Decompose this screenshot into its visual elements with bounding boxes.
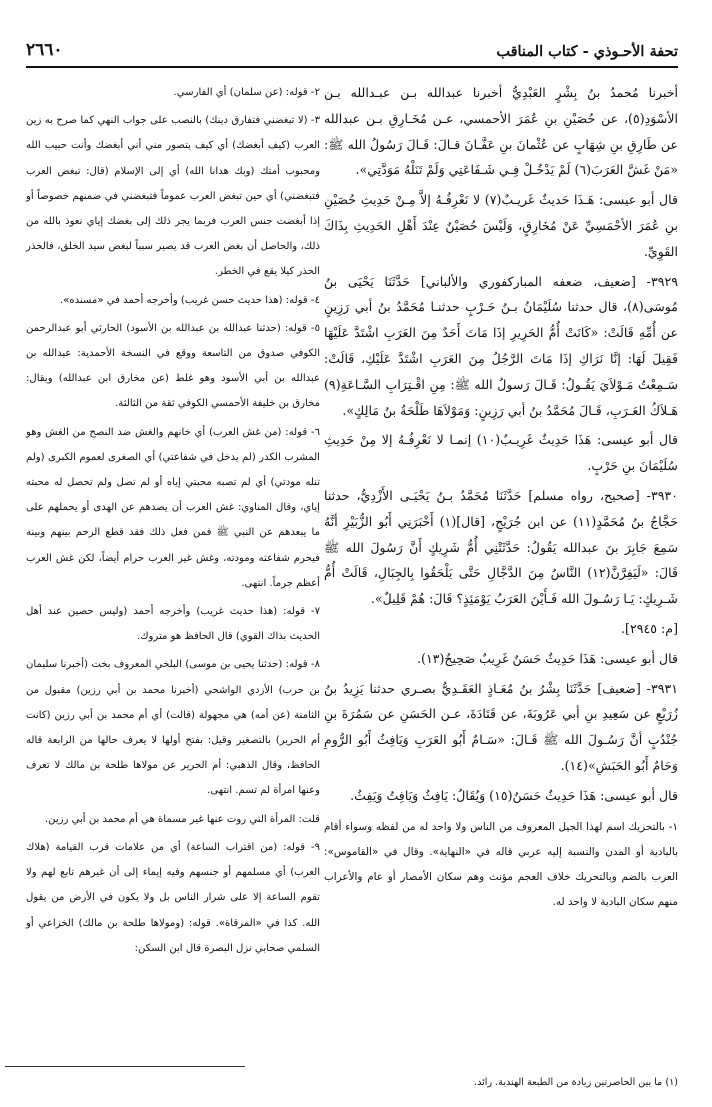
hadith-paragraph: قال أبو عيسى: هَذَا حَدِيثٌ غَرِيـبٌ(١٠) إنمـا لا نَعْرِفُـهُ إلا مِنْ حَدِيثِ سُلَيْمَانَ بنِ حَرْبٍ. <box>324 432 678 474</box>
page-header <box>26 40 678 68</box>
hadith-reference: [م: ٢٩٤٥]. <box>621 620 678 636</box>
column-note: ١- بالتحريك اسم لهذا الجيل المعروف من الناس ولا واحد له من لفظه وسواء أقام بالبادية أو المدن والنسبة إليه عربي قاله في «النهاية». وقال في «القاموس»: العرب بالضم وبالتحريك خلاف العجم مؤنث وهم سكان الأمصار أو عام والأعراب منهم سكان البادية لا واحد له. <box>324 820 678 908</box>
hadith-paragraph: ٣٩٢٩- [ضعيف، ضعفه المباركفوري والألباني] حَدَّثَنَا يَحْيَى بنُ مُوسَى(٨)، قال حدثنا سُلَيْمَانُ بـنُ حَـرْبٍ حدثنـا مُحَمَّدُ بنُ أبي رَزِينٍ عن أُمِّهِ قَالَتْ: «كَانَتْ أُمُّ الحَرِيرِ إذَا مَاتَ أَحَدٌ مِنَ العَرَبِ اشْتَدَّ عَلَيْهَا فَقِيلَ لَهَا: إنَّا نَرَاكِ إذَا مَاتَ الرَّجُلُ مِنَ العَرَبِ اشْتَدَّ عَلَيْكِ، قَالَتْ: سَـمِعْتُ مَـوْلاَيَ يَقُـولُ: قَـالَ رَسولُ الله ﷺ: مِنِ اقْـتِرَابِ السَّـاعَةِ(٩) هَـلاَكُ العَـرَبِ، قَـالَ مُحَمَّدُ بنُ أبي رَزِينٍ: وَمَوْلاَهَا طَلْحَةُ بنُ مَالِكٍ». <box>324 273 678 418</box>
commentary-paragraph: ٨- قوله: (حدثنا يحيى بن موسى) البلخي المعروف بخت (أخبرنا سليمان بن حرب) الأزدي الواشحي (أخبرنا محمد بن أبي رزين) مقبول من الثامنة (عن أمه) هي مجهولة (قالت) أي أم محمد بن أبي رزين (كانت أم الحرير) بالتصغير وقيل: بفتح أولها لا يعرف حالها من الرابعة قاله الحافظ، وقال الذهبي: أم الحرير عن مولاها طلحة بن مالك لا تعرف وعنها امرأة لم تسم. انتهى. <box>26 659 320 797</box>
commentary-paragraph: ٣- (لا تبغضني فتفارق دينك) بالنصب على جواب النهي كما صرح به زين العرب (كيف أبغضك) أي كيف يتصور مني أني أبغضك وأنت حبيب الله ومحبوب أمتك (وبك هدانا الله) أي إلى الإسلام (قال: تبغض العرب فتبغضني) أي حين تبغض العرب عموماً فتبغضني في ضمنهم خصوصاً أو إذا أبغضت جنس العرب فربما يجر ذلك إلى بغضك إياي نعوذ بالله من ذلك، والحاصل أن بغض العرب قد يصير سبباً لبغض سيد الخلق، فالحذر الحذر كيلا يقع في الخطر. <box>26 115 320 278</box>
two-column-body <box>26 80 678 964</box>
commentary-paragraph: ٩- قوله: (من اقتراب الساعة) أي من علامات قرب القيامة (هلاك العرب) أي مسلمهم أو جنسهم وفيه إيماء إلى أن غيرهم تابع لهم ولا تقوم الساعة إلا على شرار الناس بل ولا يكون في الأرض من يقول الله. كذا في «المرقاة». قوله: (ومولاها طلحة بن مالك) الخزاعي أو السلمي صحابي نزل البصرة قال ابن السكن: <box>26 841 320 954</box>
hadith-paragraph: ٣٩٣٠- [صحيح، رواه مسلم] حَدَّثَنَا مُحَمَّدُ بـنُ يَحْيَـى الأَزْدِيُّ، حدثنا حَجَّاجُ بنُ مُحَمَّدٍ(١١) عن ابن جُرَيْجٍ، [قال](١) أَخْبَرَنِي أَبُو الزُّبَيْرِ أنَّهُ سَمِعَ جَابِرَ بنَ عبدالله يَقُولُ: حَدَّثَتْنِي أُمُّ شَرِيكٍ أَنَّ رَسُولَ الله ﷺ قَالَ: «لَيَفِرَّنَّ(١٢) النَّاسُ مِنَ الدَّجَّالِ حَتَّى يَلْحَقُوا بِالجِبَالِ، قَالَتْ أُمُّ شَـرِيكٍ: يَـا رَسُـولَ الله فَـأَيْنَ العَرَبُ يَوْمَئِذٍ؟ قَالَ: هُمْ قَلِيلٌ». <box>324 487 679 607</box>
hadith-paragraph: قال أبو عيسى: هَذَا حَدِيثٌ حَسَنٌ(١٥) وَيُقَالُ: يَافِثُ وَيَافِتُ وَيَفِثُ. <box>350 787 678 803</box>
commentary-paragraph: ٤- قوله: (هذا حديث حسن غريب) وأخرجه أحمد في «مسنده». <box>59 294 320 306</box>
hadith-text-column <box>324 80 678 964</box>
commentary-paragraph: ٢- قوله: (عن سلمان) أي الفارسي. <box>173 87 320 98</box>
running-title: تحفة الأحـوذي - كتاب المناقب <box>496 43 678 60</box>
page-number: ٢٦٦٠ <box>26 40 63 60</box>
footnote-divider <box>5 1066 245 1067</box>
commentary-paragraph: ٥- قوله: (حدثنا عبدالله بن عبدالله بن الأسود) الحارثي أبو عبدالرحمن الكوفي صدوق من التاسعة ووقع في النسخة الأحمدية: عبدالله بن عبدالله بن أبي الأسود وهو غلط (عن مخارق ابن عبدالله) ويقال: مخارق بن خليفة الأحمسي الكوفي ثقة من الثالثة. <box>26 322 320 410</box>
commentary-paragraph: قلت: المرأة التي روت عنها غير مسماة هي أم محمد بن أبي رزين. <box>44 813 320 825</box>
footnote: (١) ما بين الحاصرتين زيادة من الطبعة الهندية. رائد. <box>474 1077 678 1088</box>
commentary-paragraph: ٦- قوله: (من غش العرب) أي خانهم والغش ضد النصح من الغش وهو المشرب الكدر (لم يدخل في شفاعتي) أي الصغرى لعموم الكبرى (ولم تنله مودتي) أي لم تصبه محبتي إياه أو لم تصل ولم تحصل له محبته إياي، وقال المناوي: غش العرب أن يصدهم عن الهدى أو يحملهم على ما يبعدهم عن النبي ﷺ فمن فعل ذلك فقد قطع الرحم بينهم وبينه فيحرم شفاعته ومودته، وغش غير العرب حرام أيضاً، لكن غش العرب أعظم جرماً. انتهى. <box>26 426 320 589</box>
hadith-paragraph: قال أبو عيسى: هَـذَا حَديثٌ غَريـبٌ(٧) لا نَعْرِفُـهُ إلاَّ مِـنْ حَدِيثِ حُصَيْنِ بنِ عُمَرَ الأحْمَسِيِّ عَنْ مُخَارِقٍ، وَلَيْسَ حُصَيْنٌ عِنْدَ أَهْلِ الحَدِيثِ بِذَاكَ القَوِيِّ. <box>324 192 679 259</box>
commentary-paragraph: ٧- قوله: (هذا حديث غريب) وأخرجه أحمد (وليس حصين عند أهل الحديث بذاك القوي) قال الحافظ هو متروك. <box>26 606 320 643</box>
commentary-column <box>26 80 320 964</box>
hadith-paragraph: قال أبو عيسى: هَذَا حَدِيثٌ حَسَنٌ غَرِيبٌ صَحِيحٌ(١٣). <box>417 650 678 666</box>
hadith-paragraph: أخبرنا مُحمدُ بنُ بِشْرٍ العَبْدِيُّ أخبرنا عبدالله بـن عبـدالله بـن الأسْوَدِ(٥)، عن حُصَيْنِ بنِ عُمَرَ الأحمسي، عـن مُخَـارِقِ بـن عبدالله عن طَارِقِ بنِ شِهَابٍ عن عُثْمانَ بنِ عَفَّـانَ قـالَ: قَـالَ رَسُولُ الله ﷺ: «مَنْ غَشَّ العَرَبَ(٦) لَمْ يَدْخُـلْ فِـي شَـفَاعَتِي وَلَمْ تَنَلْهُ مَوَدَّتِي». <box>324 85 678 178</box>
hadith-paragraph: ٣٩٣١- [ضعيف] حَدَّثَنَا بِشْرُ بنُ مُعَـاذٍ العَقَـدِيُّ بصـري حدثنا يَزِيدُ بنُ زُرَيْعٍ عن سَعِيدِ بنِ أبي عَرُوبَةَ، عن قَتَادَةَ، عـن الحَسَنِ عن سَمُرَةَ بنِ جُنْدُبٍ أنَّ رَسُـولَ الله ﷺ قَـالَ: «سَـامٌ أَبُو العَرَبِ وَيَافِثُ أَبُو الرُّومِ وَحَامٌ أَبُو الحَبَشِ»(١٤). <box>324 680 678 773</box>
